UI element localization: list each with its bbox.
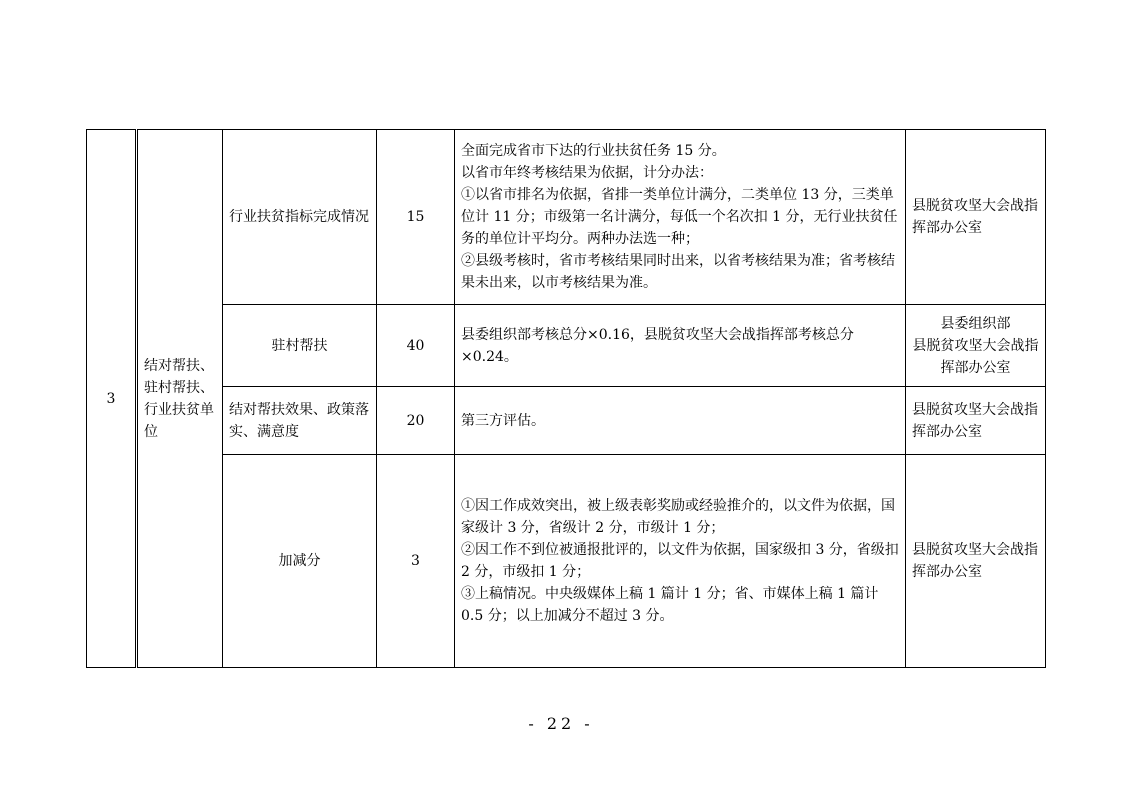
responsible-dept [906, 130, 1046, 305]
dept-line: 县脱贫攻坚大会战指挥部办公室 [912, 198, 1038, 236]
criteria-line: ①因工作成效突出，被上级表彰奖励或经验推介的，以文件为依据，国家级计 3 分，省级计 2 分，市级计 1 分； [461, 498, 895, 536]
group-name: 结对帮扶、驻村帮扶、行业扶贫单位 [137, 130, 223, 668]
criteria-line: ②县级考核时，省市考核结果同时出来，以省考核结果为准；省考核结果未出来，以市考核结果为准。 [461, 253, 895, 291]
item-score: 20 [377, 387, 455, 455]
table-row [87, 305, 1046, 387]
item-criteria [455, 130, 906, 305]
table-row [87, 130, 1046, 305]
item-score: 15 [377, 130, 455, 305]
item-name: 加减分 [223, 455, 377, 668]
group-number: 3 [87, 130, 137, 668]
item-criteria [455, 387, 906, 455]
responsible-dept [906, 387, 1046, 455]
item-score: 40 [377, 305, 455, 387]
criteria-line: 全面完成省市下达的行业扶贫任务 15 分。 [461, 143, 726, 159]
dept-line: 县脱贫攻坚大会战指挥部办公室 [912, 542, 1038, 580]
item-criteria [455, 305, 906, 387]
item-name: 驻村帮扶 [223, 305, 377, 387]
responsible-dept [906, 455, 1046, 668]
criteria-line: 县委组织部考核总分×0.16，县脱贫攻坚大会战指挥部考核总分×0.24。 [461, 326, 854, 365]
dept-line: 县脱贫攻坚大会战指挥部办公室 [912, 337, 1039, 376]
table-row [87, 387, 1046, 455]
item-score: 3 [377, 455, 455, 668]
dept-line: 县脱贫攻坚大会战指挥部办公室 [912, 401, 1038, 440]
dept-line: 县委组织部 [940, 315, 1011, 332]
item-criteria [455, 455, 906, 668]
page-number: - 22 - [528, 714, 594, 733]
evaluation-table [86, 129, 1046, 668]
criteria-line: ③上稿情况。中央级媒体上稿 1 篇计 1 分；省、市媒体上稿 1 篇计 0.5 分；以上加减分不超过 3 分。 [461, 586, 879, 624]
criteria-line: ①以省市排名为依据，省排一类单位计满分，二类单位 13 分，三类单位计 11 分；市级第一名计满分，每低一个名次扣 1 分，无行业扶贫任务的单位计平均分。两种办法选一种； [461, 187, 898, 247]
responsible-dept [906, 305, 1046, 387]
table-row [87, 455, 1046, 668]
criteria-line: 以省市年终考核结果为依据，计分办法： [461, 165, 713, 181]
criteria-line: ②因工作不到位被通报批评的，以文件为依据，国家级扣 3 分，省级扣 2 分，市级扣 1 分； [461, 542, 899, 580]
item-name: 结对帮扶效果、政策落实、满意度 [223, 387, 377, 455]
item-name: 行业扶贫指标完成情况 [223, 130, 377, 305]
criteria-line: 第三方评估。 [461, 412, 545, 429]
